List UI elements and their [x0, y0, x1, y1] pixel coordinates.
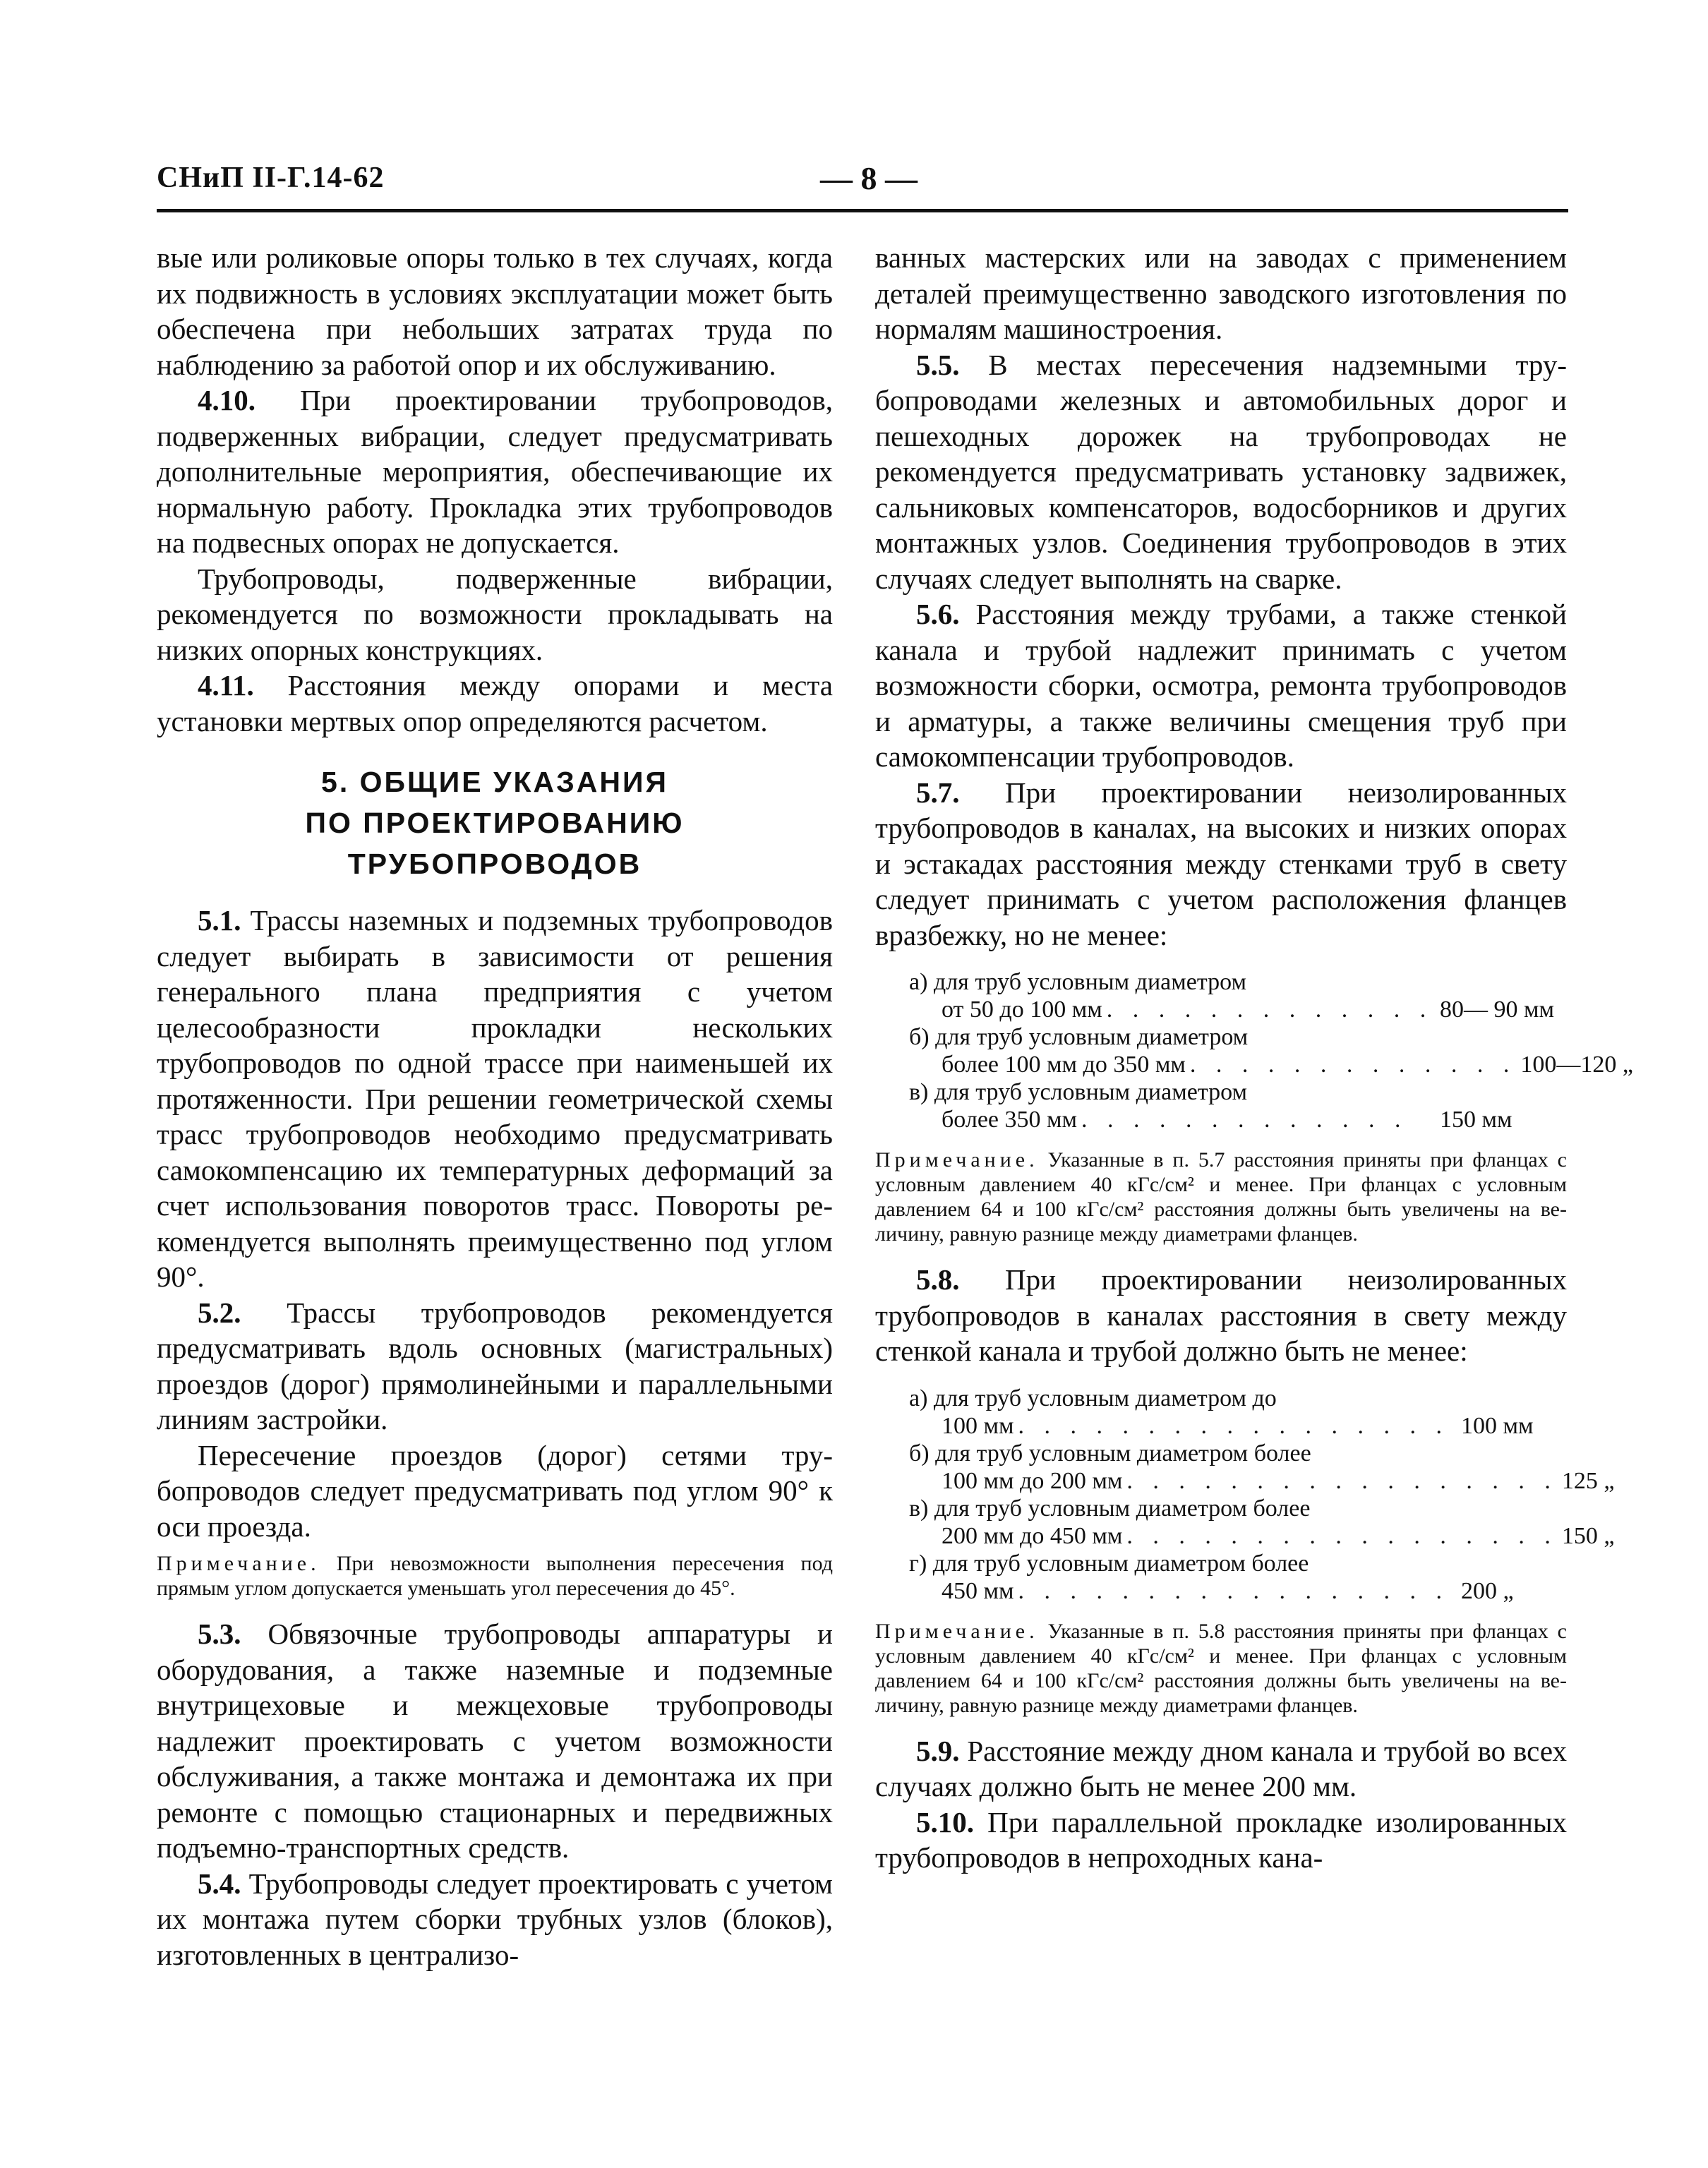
list-item-label: а) для труб условным диаметром до: [909, 1385, 1277, 1411]
paragraph-text: В местах пересечения надземными трубопроводами железных и автомобильных дорог и пешеходных дорожек на трубопроводах не рекомендуется предусматривать установку задвижек, сальниковых компенсаторов, водосборников и других монтажных узлов. Соединения трубопроводов в этих случаях следует выполнять на сварке.: [875, 348, 1567, 595]
document-code: СНиП II-Г.14-62: [157, 162, 385, 194]
note-text: При невозможности выполнения пересечения под прямым углом допускается уменьшать угол пересечения до 45°.: [157, 1552, 833, 1600]
note-text: Указанные в п. 5.7 расстояния приняты при фланцах с условным давлением 40 кГс/см² и менее. При фланцах с условным давлением 64 и 100 кГс/см² расстояния должны быть увеличены на величину, равную разнице между диаметрами фланцев.: [875, 1148, 1567, 1246]
clause-number: 5.1.: [198, 904, 241, 937]
list-item: [909, 1440, 1615, 1495]
clause-number: 5.7.: [916, 776, 960, 809]
clause-number: 5.2.: [198, 1296, 241, 1329]
paragraph-text: Трассы трубопроводов рекомендуется предусматривать вдоль основных (магистральных) проездов (дорог) прямолинейными и параллельными линиям застройки.: [157, 1296, 833, 1435]
list-item-value: 150 мм: [1440, 1107, 1512, 1133]
leader-dots: . . . . . . . . . . . . . . . . .: [1126, 1522, 1558, 1549]
list-item-range: более 350 мм: [942, 1107, 1078, 1133]
section-heading-line: 5. ОБЩИЕ УКАЗАНИЯ: [321, 766, 668, 798]
clause-number: 5.9.: [916, 1734, 960, 1767]
clause-number: 5.6.: [916, 598, 960, 630]
list-item-range: от 50 до 100 мм: [942, 996, 1102, 1023]
paragraph-5-8: [875, 1262, 1567, 1369]
note-label: Примечание.: [875, 1148, 1039, 1172]
list-item-range: 100 мм: [942, 1412, 1014, 1439]
paragraph-text: Трассы наземных и подземных трубопроводов следует выбирать в зависимости от решения генерального плана предприятия с учетом целесообразности прокладки нескольких трубопроводов по одной трассе при наименьшей их протяженности. При решении геометрической схемы трасс трубопроводов необходимо предусматривать самокомпенсацию их температурных деформаций за счет использования поворотов трасс. Повороты рекомендуется выполнять преимущественно под углом 90°.: [157, 904, 833, 1293]
paragraph-text: При проектировании трубопроводов, подверженных вибрации, следует предусматривать дополнительные мероприятия, обеспечивающие их нормальную работу. Прокладка этих трубопроводов на подвесных опорах не допускается.: [157, 384, 833, 559]
page-header: [157, 161, 1568, 203]
paragraph-text: При параллельной прокладке изолированных трубопроводов в непроходных кана-: [875, 1805, 1567, 1874]
list-item-label: а) для труб условным диаметром: [909, 969, 1246, 995]
paragraph-5-2: [157, 1295, 833, 1438]
paragraph-5-9: [875, 1733, 1567, 1805]
list-item-range: 450 мм: [942, 1577, 1014, 1604]
list-item-range: 200 мм до 450 мм: [942, 1522, 1123, 1549]
section-heading-line: ТРУБОПРОВОДОВ: [347, 848, 642, 880]
page-number: — 8 —: [820, 160, 918, 196]
paragraph-4-11: [157, 668, 833, 739]
note: [875, 1619, 1567, 1718]
clause-number: 5.10.: [916, 1805, 974, 1838]
paragraph-5-3: [157, 1616, 833, 1866]
clause-number: 5.3.: [198, 1618, 241, 1650]
header-rule: [157, 209, 1568, 212]
list-item: [909, 1078, 1567, 1133]
note: [875, 1148, 1567, 1246]
paragraph-5-4: [157, 1866, 833, 1973]
paragraph-continuation: ванных мастерских или на заводах с применением деталей преимущественно заводского изготовления по нормалям машиностроения.: [875, 241, 1567, 345]
note-label: Примечание.: [157, 1552, 320, 1575]
note-label: Примечание.: [875, 1619, 1039, 1643]
list-item-range: 100 мм до 200 мм: [942, 1467, 1123, 1494]
list-item-label: г) для труб условным диаметром более: [909, 1550, 1309, 1577]
distance-list-5-8: [875, 1385, 1615, 1605]
leader-dots: . . . . . . . . . . . . .: [1081, 1107, 1408, 1133]
paragraph-5-10: [875, 1805, 1567, 1876]
paragraph-text: Обвязочные трубопроводы аппаратуры и оборудования, а также наземные и подземные внутрицеховые и межцеховые трубопроводы надлежит проектировать с учетом возможности обслуживания, а также монтажа и демонтажа их при ремонте с помощью стационарных и передвижных подъемно-транспортных средств.: [157, 1618, 833, 1864]
right-column: [875, 240, 1633, 1876]
paragraph-5-5: [875, 347, 1567, 597]
list-item-value: 150 „: [1561, 1522, 1615, 1549]
list-item-value: 100—120 „: [1520, 1052, 1633, 1078]
paragraph-text: Трубопроводы следует проектировать с учетом их монтажа путем сборки трубных узлов (блоков), изготовленных в централизо-: [157, 1867, 833, 1971]
list-item: [909, 1495, 1615, 1550]
clause-number: 4.11.: [198, 669, 254, 701]
list-item: [909, 968, 1567, 1023]
list-item-value: 125 „: [1561, 1467, 1615, 1494]
paragraph-4-10: [157, 383, 833, 561]
paragraph-crossing: Пересечение проездов (дорог) сетями трубопроводов следует предусматривать под углом 90° к оси проезда.: [157, 1438, 833, 1543]
left-column: [157, 240, 833, 1973]
list-item-label: в) для труб условным диаметром: [909, 1079, 1247, 1105]
paragraph-text: Расстояния между опорами и места установки мертвых опор определяются расчетом.: [157, 669, 833, 737]
list-item-value: 100 мм: [1461, 1412, 1534, 1439]
paragraph-5-7: [875, 775, 1567, 953]
list-item-value: 200 „: [1461, 1577, 1514, 1604]
paragraph-text: Расстояния между трубами, а также стенкой канала и трубой надлежит принимать с учетом возможности сборки, осмотра, ремонта трубопроводов и арматуры, а также величины смещения труб при самокомпенсации трубопроводов.: [875, 598, 1567, 773]
section-heading: [157, 761, 833, 884]
paragraph-text: При проектировании неизолированных трубопроводов в каналах, на высоких и низких опорах и эстакадах расстояния между стенками труб в свету следует принимать с учетом расположения фланцев вразбежку, но не менее:: [875, 776, 1567, 951]
clause-number: 5.8.: [916, 1263, 960, 1296]
paragraph-text: Расстояние между дном канала и трубой во всех случаях должно быть не менее 200 мм.: [875, 1734, 1567, 1802]
list-item-label: б) для труб условным диаметром: [909, 1024, 1249, 1050]
leader-dots: . . . . . . . . . . . . . . . . .: [1126, 1467, 1558, 1494]
list-item-range: более 100 мм до 350 мм: [942, 1052, 1186, 1078]
list-item-label: в) для труб условным диаметром более: [909, 1495, 1311, 1522]
paragraph-vibration: Трубопроводы, подверженные вибрации, рекомендуется по возможности прокладывать на низких опорных конструкциях.: [157, 562, 833, 666]
clause-number: 4.10.: [198, 384, 255, 416]
section-heading-line: ПО ПРОЕКТИРОВАНИЮ: [305, 807, 685, 839]
list-item-value: 80— 90 мм: [1440, 996, 1555, 1023]
clause-number: 5.4.: [198, 1867, 241, 1900]
paragraph-5-1: [157, 903, 833, 1295]
leader-dots: . . . . . . . . . . . . . . . . .: [1018, 1412, 1450, 1439]
list-item: [909, 1550, 1567, 1605]
list-item: [909, 1385, 1567, 1440]
paragraph-continuation: вые или роликовые опоры только в тех случаях, когда их подвижность в условиях эксплуатации может быть обеспечена при небольших затратах труда по наблюдению за работой опор и их обслуживанию.: [157, 241, 833, 381]
note-text: Указанные в п. 5.8 расстояния приняты при фланцах с условным давлением 40 кГс/см² и менее. При фланцах с условным давлением 64 и 100 кГс/см² расстояния должны быть увеличены на величину, равную разнице между диаметрами фланцев.: [875, 1619, 1567, 1717]
list-item-label: б) для труб условным диаметром более: [909, 1440, 1311, 1467]
clause-number: 5.5.: [916, 348, 960, 381]
note: [157, 1551, 833, 1601]
paragraph-text: При проектировании неизолированных трубопроводов в каналах расстояния в свету между стенкой канала и трубой должно быть не менее:: [875, 1263, 1567, 1367]
distance-list-5-7: [875, 968, 1633, 1133]
leader-dots: . . . . . . . . . . . . .: [1189, 1052, 1517, 1078]
leader-dots: . . . . . . . . . . . . .: [1106, 996, 1433, 1023]
list-item: [909, 1023, 1633, 1078]
paragraph-5-6: [875, 596, 1567, 775]
leader-dots: . . . . . . . . . . . . . . . . .: [1018, 1577, 1450, 1604]
